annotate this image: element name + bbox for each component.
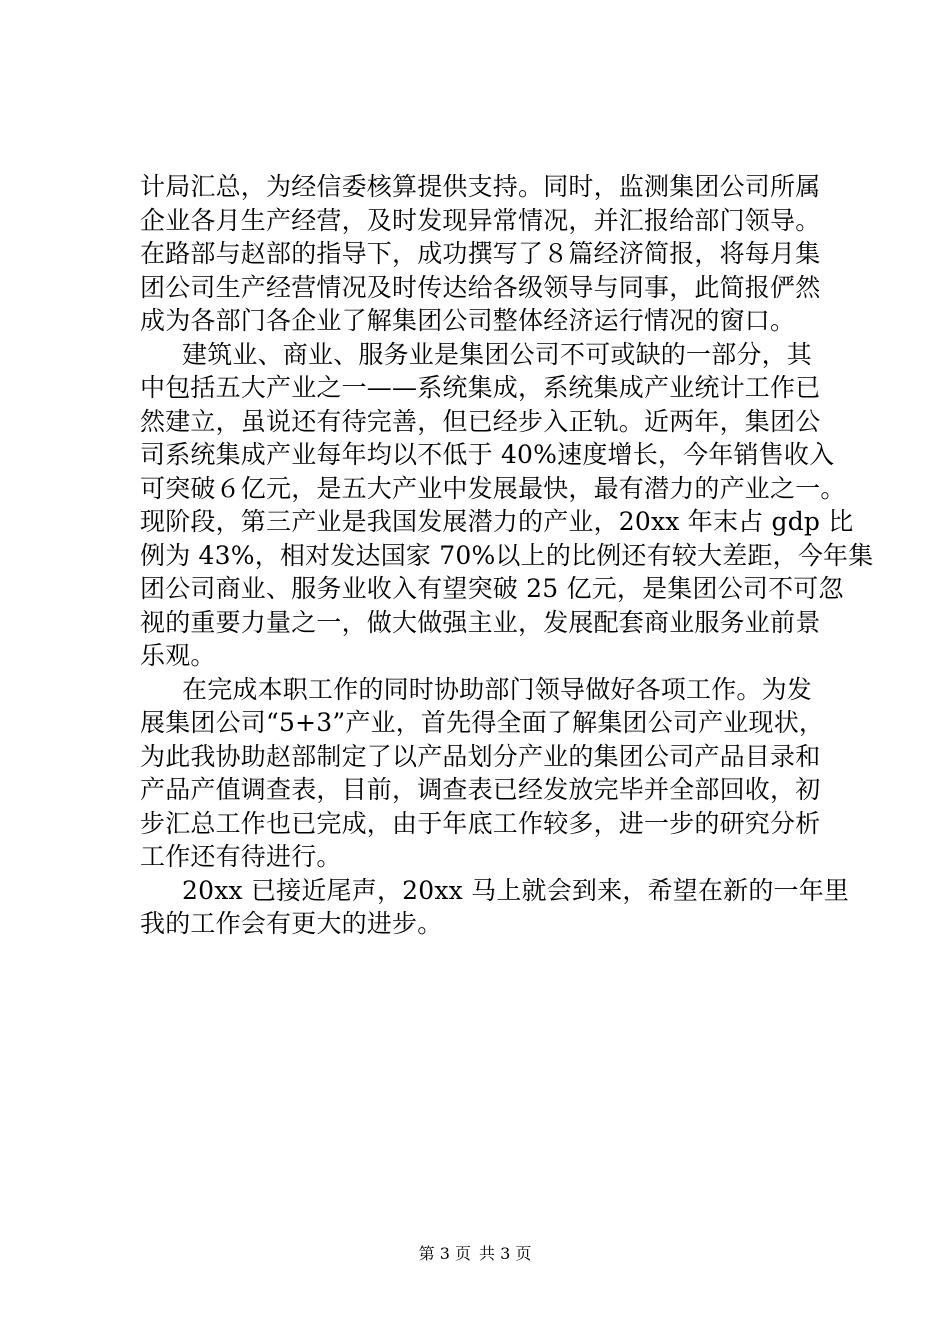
- text-line: 现阶段，第三产业是我国发展潜力的产业，20xx 年末占 gdp 比: [140, 507, 854, 536]
- text-line: 在路部与赵部的指导下，成功撰写了８篇经济简报，将每月集: [140, 239, 821, 268]
- text-line: 然建立，虽说还有待完善，但已经步入正轨。近两年，集团公: [140, 406, 821, 436]
- text-line: 视的重要力量之一，做大做强主业，发展配套商业服务业前景: [140, 607, 821, 637]
- page-footer: [0, 1244, 950, 1264]
- paragraph: [140, 170, 832, 338]
- text-line: 成为各部门各企业了解集团公司整体经济运行情况的窗口。: [140, 306, 796, 335]
- text-line: 为此我协助赵部制定了以产品划分产业的集团公司产品目录和: [140, 741, 821, 771]
- text-line: 步汇总工作也已完成，由于年底工作较多，进一步的研究分析: [140, 808, 821, 838]
- text-line: 团公司商业、服务业收入有望突破 25 亿元，是集团公司不可忽: [140, 574, 844, 603]
- text-line: 企业各月生产经营，及时发现异常情况，并汇报给部门领导。: [140, 205, 821, 235]
- text-line: 展集团公司“5+3”产业，首先得全面了解集团公司产业现状，: [140, 708, 825, 737]
- text-line: 司系统集成产业每年均以不低于 40%速度增长，今年销售收入: [140, 440, 835, 469]
- paragraph: [140, 874, 850, 941]
- text-line: 计局汇总，为经信委核算提供支持。同时，监测集团公司所属: [140, 172, 821, 201]
- paragraph: [140, 338, 874, 673]
- text-line: 我的工作会有更大的进步。: [140, 909, 443, 938]
- paragraph: [140, 673, 832, 874]
- text-line: 乐观。: [140, 641, 216, 670]
- text-line: 例为 43%，相对发达国家 70%以上的比例还有较大差距，今年集: [140, 540, 874, 570]
- document-body: [140, 170, 874, 941]
- text-line: 团公司生产经营情况及时传达给各级领导与同事，此简报俨然: [140, 272, 821, 302]
- text-line: 20xx 已接近尾声，20xx 马上就会到来，希望在新的一年里: [182, 875, 850, 905]
- page-total: 共 3 页: [479, 1244, 532, 1263]
- text-line: 可突破６亿元，是五大产业中发展最快，最有潜力的产业之一。: [140, 473, 846, 503]
- page-number: 第 3 页: [418, 1244, 471, 1263]
- text-line: 中包括五大产业之一——系统集成，系统集成产业统计工作已: [140, 373, 821, 402]
- text-line: 产品产值调查表，目前，调查表已经发放完毕并全部回收，初: [140, 775, 821, 804]
- text-line: 建筑业、商业、服务业是集团公司不可或缺的一部分，其: [182, 339, 813, 369]
- text-line: 在完成本职工作的同时协助部门领导做好各项工作。为发: [182, 674, 813, 704]
- text-line: 工作还有待进行。: [140, 842, 342, 871]
